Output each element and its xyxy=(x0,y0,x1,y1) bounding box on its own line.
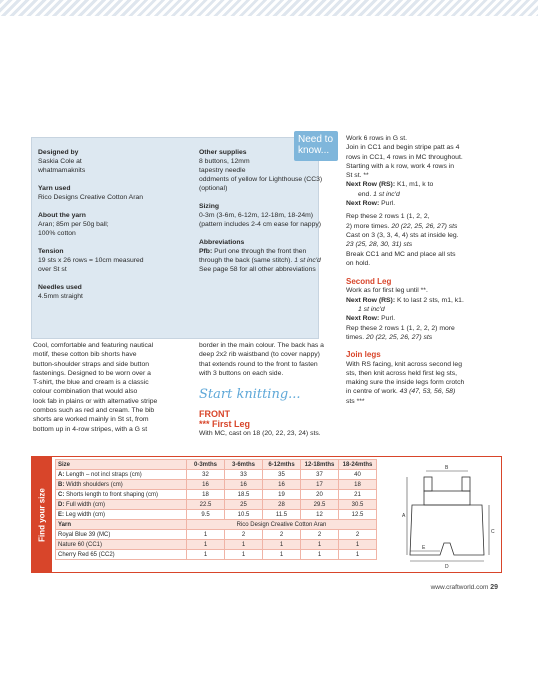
size-cell: 19 xyxy=(263,490,301,500)
yarn-cell: 1 xyxy=(187,540,225,550)
size-row-key: E: xyxy=(58,511,64,518)
intro-line: look fab in plains or with alternative stripe xyxy=(33,397,158,405)
pattern-instruction: 2) more times. xyxy=(346,222,392,230)
pattern-line xyxy=(346,180,496,189)
next-row-label: Next Row: xyxy=(346,200,382,208)
yarn-cell: 1 xyxy=(301,550,339,560)
yarn-cell: 1 xyxy=(263,540,301,550)
sizing-line-2: (pattern includes 2-4 cm ease for nappy) xyxy=(199,221,322,228)
yarn-cell: 2 xyxy=(225,530,263,540)
pattern-line xyxy=(346,314,496,323)
tension-line-2: over St st xyxy=(38,266,67,273)
size-row xyxy=(56,500,377,510)
yarn-row-label: Royal Blue 39 (MC) xyxy=(56,530,187,540)
pattern-line: Break CC1 and MC and place all sts xyxy=(346,250,456,258)
yarn-used-heading: Yarn used xyxy=(38,185,71,192)
stitch-count-note: 43 (47, 53, 56, 58) xyxy=(399,388,456,396)
next-row-label: Next Row: xyxy=(346,315,382,323)
first-leg-heading: *** First Leg xyxy=(199,419,251,429)
dimension-d-label: D xyxy=(445,564,449,569)
yarn-cell: 1 xyxy=(187,550,225,560)
front-heading: FRONT xyxy=(199,409,230,419)
pattern-line: sts, then knit across held first leg sts, xyxy=(346,369,458,377)
pattern-line: With RS facing, knit across second leg xyxy=(346,360,462,368)
about-yarn-line-2: 100% cotton xyxy=(38,230,76,237)
yarn-cell: 1 xyxy=(225,550,263,560)
badge-line-2: know... xyxy=(298,145,330,156)
pattern-line: sts *** xyxy=(346,397,365,405)
stitch-count-note: 20 (22, 25, 26, 27) sts xyxy=(366,333,433,341)
pattern-instruction: in centre of work. xyxy=(346,388,400,396)
size-row-key: B: xyxy=(58,481,65,488)
header-stripe-band xyxy=(0,0,538,16)
pattern-line xyxy=(346,333,496,342)
size-cell: 28 xyxy=(263,500,301,510)
size-row xyxy=(56,480,377,490)
about-yarn-heading: About the yarn xyxy=(38,212,86,219)
intro-line: fastenings. Designed to be worn over a xyxy=(33,369,151,377)
size-cell: 10.5 xyxy=(225,510,263,520)
designed-by-heading: Designed by xyxy=(38,149,79,156)
size-row xyxy=(56,490,377,500)
pattern-line: rows in CC1, 4 rows in MC throughout. xyxy=(346,153,463,161)
yarn-brand: Rico Design Creative Cotton Aran xyxy=(187,520,377,530)
stitch-count-note: 1 st inc'd xyxy=(373,190,400,198)
intro-line: Cool, comfortable and featuring nautical xyxy=(33,342,154,349)
page-footer xyxy=(431,584,498,591)
pattern-line: making sure the inside legs form crotch xyxy=(346,379,465,387)
size-row-key: C: xyxy=(58,491,65,498)
intro-line: button-shoulder straps and side button xyxy=(33,360,150,368)
front-section xyxy=(199,409,334,438)
start-knitting-heading: Start knitting... xyxy=(199,387,301,402)
size-cell: 16 xyxy=(225,480,263,490)
pattern-line: Cast on 3 (3, 3, 4, 4) sts at inside leg. xyxy=(346,231,459,239)
other-supplies-line-4: (optional) xyxy=(199,185,228,192)
size-row xyxy=(56,510,377,520)
yarn-cell: 1 xyxy=(187,530,225,540)
pattern-line: St st. ** xyxy=(346,172,369,180)
other-supplies-heading: Other supplies xyxy=(199,149,247,156)
footer-site: www.craftworld.com xyxy=(430,584,489,591)
find-your-size-tab xyxy=(32,457,52,572)
intro-line: with 3 buttons on each side. xyxy=(199,369,284,377)
yarn-row xyxy=(56,530,377,540)
size-cell: 18 xyxy=(187,490,225,500)
intro-line: motif, these cotton bib shorts have xyxy=(33,351,137,359)
size-cell: 40 xyxy=(339,470,377,480)
yarn-cell: 1 xyxy=(339,540,377,550)
yarn-row-label: Nature 60 (CC1) xyxy=(56,540,187,550)
size-row-label xyxy=(56,510,187,520)
size-cell: 9.5 xyxy=(187,510,225,520)
yarn-header: Yarn xyxy=(56,520,187,530)
intro-line: bottom up in 4-row stripes, with a G st xyxy=(33,425,148,433)
size-row-text: Leg width (cm) xyxy=(64,511,106,518)
abbreviation-pfb-text-2: through the back (same stitch). xyxy=(199,257,295,264)
size-cell: 18 xyxy=(339,480,377,490)
size-cell: 22.5 xyxy=(187,500,225,510)
pattern-instruction: K1, m1, k to xyxy=(396,181,434,189)
stitch-count-note: 1 st inc'd xyxy=(358,306,385,314)
pattern-line xyxy=(346,387,496,396)
find-your-size-label: Find your size xyxy=(37,487,47,542)
join-legs-heading: Join legs xyxy=(346,350,381,360)
designed-by-line-2: whatmamaknits xyxy=(38,167,86,174)
size-cell: 37 xyxy=(301,470,339,480)
pattern-line xyxy=(346,296,496,305)
designed-by-line-1: Saskia Cole at xyxy=(38,158,82,165)
pattern-instruction: K to last 2 sts, m1, k1. xyxy=(396,296,464,304)
info-column-left xyxy=(38,148,188,301)
size-row-label xyxy=(56,490,187,500)
size-cell: 20 xyxy=(301,490,339,500)
next-row-label: Next Row (RS): xyxy=(346,296,397,304)
sizing-heading: Sizing xyxy=(199,203,220,210)
yarn-row xyxy=(56,550,377,560)
badge-line-1: Need to xyxy=(298,134,334,145)
size-cell: 29.5 xyxy=(301,500,339,510)
yarn-cell: 1 xyxy=(339,550,377,560)
intro-line: deep 2x2 rib waistband (to cover nappy) xyxy=(199,351,320,359)
pattern-line xyxy=(346,190,496,199)
stitch-count-note: 20 (22, 25, 26, 27) sts xyxy=(391,222,458,230)
next-row-label: Next Row (RS): xyxy=(346,181,397,189)
size-row-text: Length – not incl straps (cm) xyxy=(64,471,142,478)
size-row-label xyxy=(56,470,187,480)
size-column-header: 6-12mths xyxy=(263,460,301,470)
yarn-cell: 2 xyxy=(301,530,339,540)
dimension-b-label: B xyxy=(445,465,449,471)
intro-line: border in the main colour. The back has a xyxy=(199,342,324,349)
needles-text: 4.5mm straight xyxy=(38,293,83,300)
pattern-line: Work 6 rows in G st. xyxy=(346,135,408,142)
info-column-right xyxy=(199,148,324,274)
size-cell: 16 xyxy=(263,480,301,490)
page-number: 29 xyxy=(490,584,498,591)
stitch-count-note: 23 (25, 28, 30, 31) sts xyxy=(346,241,413,249)
size-row-key: D: xyxy=(58,501,65,508)
size-row-text: Full width (cm) xyxy=(64,501,106,508)
size-column-header: 18-24mths xyxy=(339,460,377,470)
find-your-size-panel xyxy=(31,456,502,573)
abbreviation-pfb-inc: 1 st inc'd xyxy=(294,257,321,264)
second-leg-heading: Second Leg xyxy=(346,277,392,287)
size-row xyxy=(56,470,377,480)
yarn-cell: 1 xyxy=(225,540,263,550)
size-cell: 16 xyxy=(187,480,225,490)
pattern-line: on hold. xyxy=(346,259,371,267)
pattern-line: Starting with a k row, work 4 rows in xyxy=(346,162,455,170)
size-cell: 18.5 xyxy=(225,490,263,500)
about-yarn-line-1: Aran; 85m per 50g ball; xyxy=(38,221,109,228)
size-row-label xyxy=(56,480,187,490)
yarn-row-label: Cherry Red 65 (CC2) xyxy=(56,550,187,560)
size-column-header: 0-3mths xyxy=(187,460,225,470)
yarn-header-row xyxy=(56,520,377,530)
pattern-line xyxy=(346,222,496,231)
left-strap xyxy=(424,477,432,491)
size-row-label xyxy=(56,500,187,510)
size-cell: 12.5 xyxy=(339,510,377,520)
pattern-line: Join in CC1 and begin stripe patt as 4 xyxy=(346,144,460,152)
pattern-line: Rep these 2 rows 1 (1, 2, 2, xyxy=(346,213,430,221)
size-table xyxy=(55,459,377,560)
yarn-cell: 1 xyxy=(301,540,339,550)
size-table-header-row xyxy=(56,460,377,470)
tension-line-1: 19 sts x 26 rows = 10cm measured xyxy=(38,257,144,264)
tension-heading: Tension xyxy=(38,248,64,255)
dimension-c-label: C xyxy=(491,529,495,535)
size-cell: 25 xyxy=(225,500,263,510)
size-cell: 21 xyxy=(339,490,377,500)
size-row-key: A: xyxy=(58,471,65,478)
size-cell: 11.5 xyxy=(263,510,301,520)
size-column-header: Size xyxy=(56,460,187,470)
dimension-a-label: A xyxy=(402,513,406,519)
size-cell: 12 xyxy=(301,510,339,520)
size-cell: 32 xyxy=(187,470,225,480)
other-supplies-line-2: tapestry needle xyxy=(199,167,246,174)
yarn-cell: 1 xyxy=(263,550,301,560)
pattern-line xyxy=(346,199,496,208)
pattern-instruction: Purl. xyxy=(381,315,396,323)
bib xyxy=(424,491,470,505)
size-cell: 30.5 xyxy=(339,500,377,510)
sizing-line-1: 0-3m (3-6m, 6-12m, 12-18m, 18-24m) xyxy=(199,212,314,219)
yarn-cell: 2 xyxy=(263,530,301,540)
other-supplies-line-1: 8 buttons, 12mm xyxy=(199,158,250,165)
first-leg-cast-on: With MC, cast on 18 (20, 22, 23, 24) sts. xyxy=(199,430,321,437)
intro-line: colour combination that would also xyxy=(33,388,138,396)
size-row-text: Width shoulders (cm) xyxy=(64,481,123,488)
pattern-instruction: Purl. xyxy=(381,200,396,208)
intro-column-1 xyxy=(33,341,195,434)
abbreviations-heading: Abbreviations xyxy=(199,239,245,246)
size-cell: 17 xyxy=(301,480,339,490)
yarn-row xyxy=(56,540,377,550)
intro-line: combos such as red and cream. The bib xyxy=(33,407,155,415)
abbreviations-see-page: See page 58 for all other abbreviations xyxy=(199,266,316,273)
pattern-instruction: times. xyxy=(346,333,367,341)
dimension-e-label: E xyxy=(422,545,426,551)
size-row-text: Shorts length to front shaping (cm) xyxy=(64,491,159,498)
intro-line: T-shirt, the blue and cream is a classic xyxy=(33,379,149,387)
pattern-column-right xyxy=(346,134,496,406)
needles-heading: Needles used xyxy=(38,284,82,291)
shorts-measurement-diagram xyxy=(402,463,498,569)
size-column-header: 12-18mths xyxy=(301,460,339,470)
abbreviation-pfb-key: Pfb: xyxy=(199,248,215,255)
intro-line: shorts are worked mainly in St st, from xyxy=(33,416,149,424)
abbreviation-pfb-text-1: Purl one through the front then xyxy=(214,248,307,255)
intro-line: that extends round to the front to fasten xyxy=(199,360,318,368)
size-cell: 33 xyxy=(225,470,263,480)
abbreviation-pfb-line-2 xyxy=(199,256,324,265)
yarn-used-text: Rico Designs Creative Cotton Aran xyxy=(38,194,144,201)
pattern-line: Rep these 2 rows 1 (1, 2, 2, 2) more xyxy=(346,324,455,332)
pattern-instruction: end. xyxy=(358,190,374,198)
right-strap xyxy=(462,477,470,491)
other-supplies-line-3: oddments of yellow for Lighthouse (CC3) xyxy=(199,176,323,183)
pattern-line: Work as for first leg until **. xyxy=(346,287,428,295)
intro-column-2 xyxy=(199,341,329,378)
size-column-header: 3-6mths xyxy=(225,460,263,470)
abbreviation-pfb-line-1 xyxy=(199,247,324,256)
size-cell: 35 xyxy=(263,470,301,480)
yarn-cell: 2 xyxy=(339,530,377,540)
